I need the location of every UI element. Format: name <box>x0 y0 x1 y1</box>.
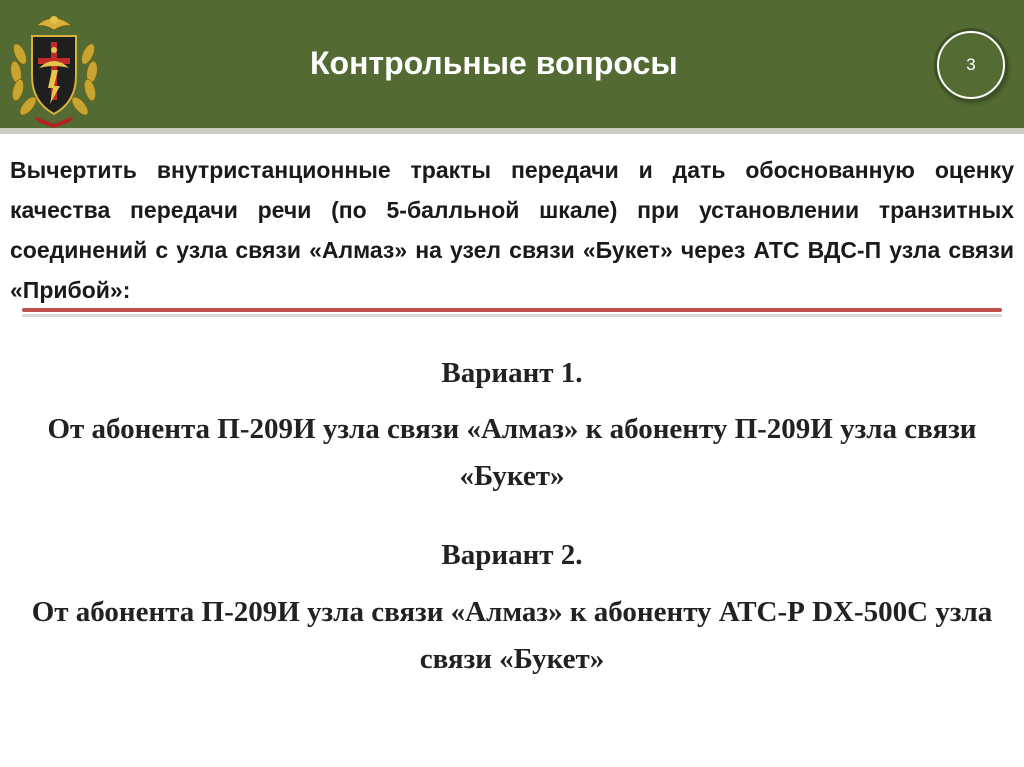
task-description: Вычертить внутристанционные тракты передачи и дать обоснованную оценку качества передачи речи (по 5-балльной шкале) при установлении транзитных соединений с узла связи «Алмаз» на узел связи «Букет» через АТС ВДС-П узла связи «Прибой»: <box>10 157 1014 303</box>
page-title: Контрольные вопросы <box>310 45 678 81</box>
header-bar <box>0 0 1024 134</box>
variant-1-body: От абонента П-209И узла связи «Алмаз» к абоненту П-209И узла связи «Букет» <box>47 413 977 492</box>
variant-2-body: От абонента П-209И узла связи «Алмаз» к абоненту АТС-Р DX-500С узла связи «Букет» <box>31 596 993 675</box>
divider-shadow <box>22 314 1002 317</box>
page-number-badge <box>937 31 1005 99</box>
page-number: 3 <box>966 55 976 74</box>
variant-2-title: Вариант 2. <box>441 539 583 571</box>
variant-1-title: Вариант 1. <box>441 357 583 389</box>
red-divider <box>22 308 1002 312</box>
military-academy-emblem-icon <box>6 6 102 128</box>
